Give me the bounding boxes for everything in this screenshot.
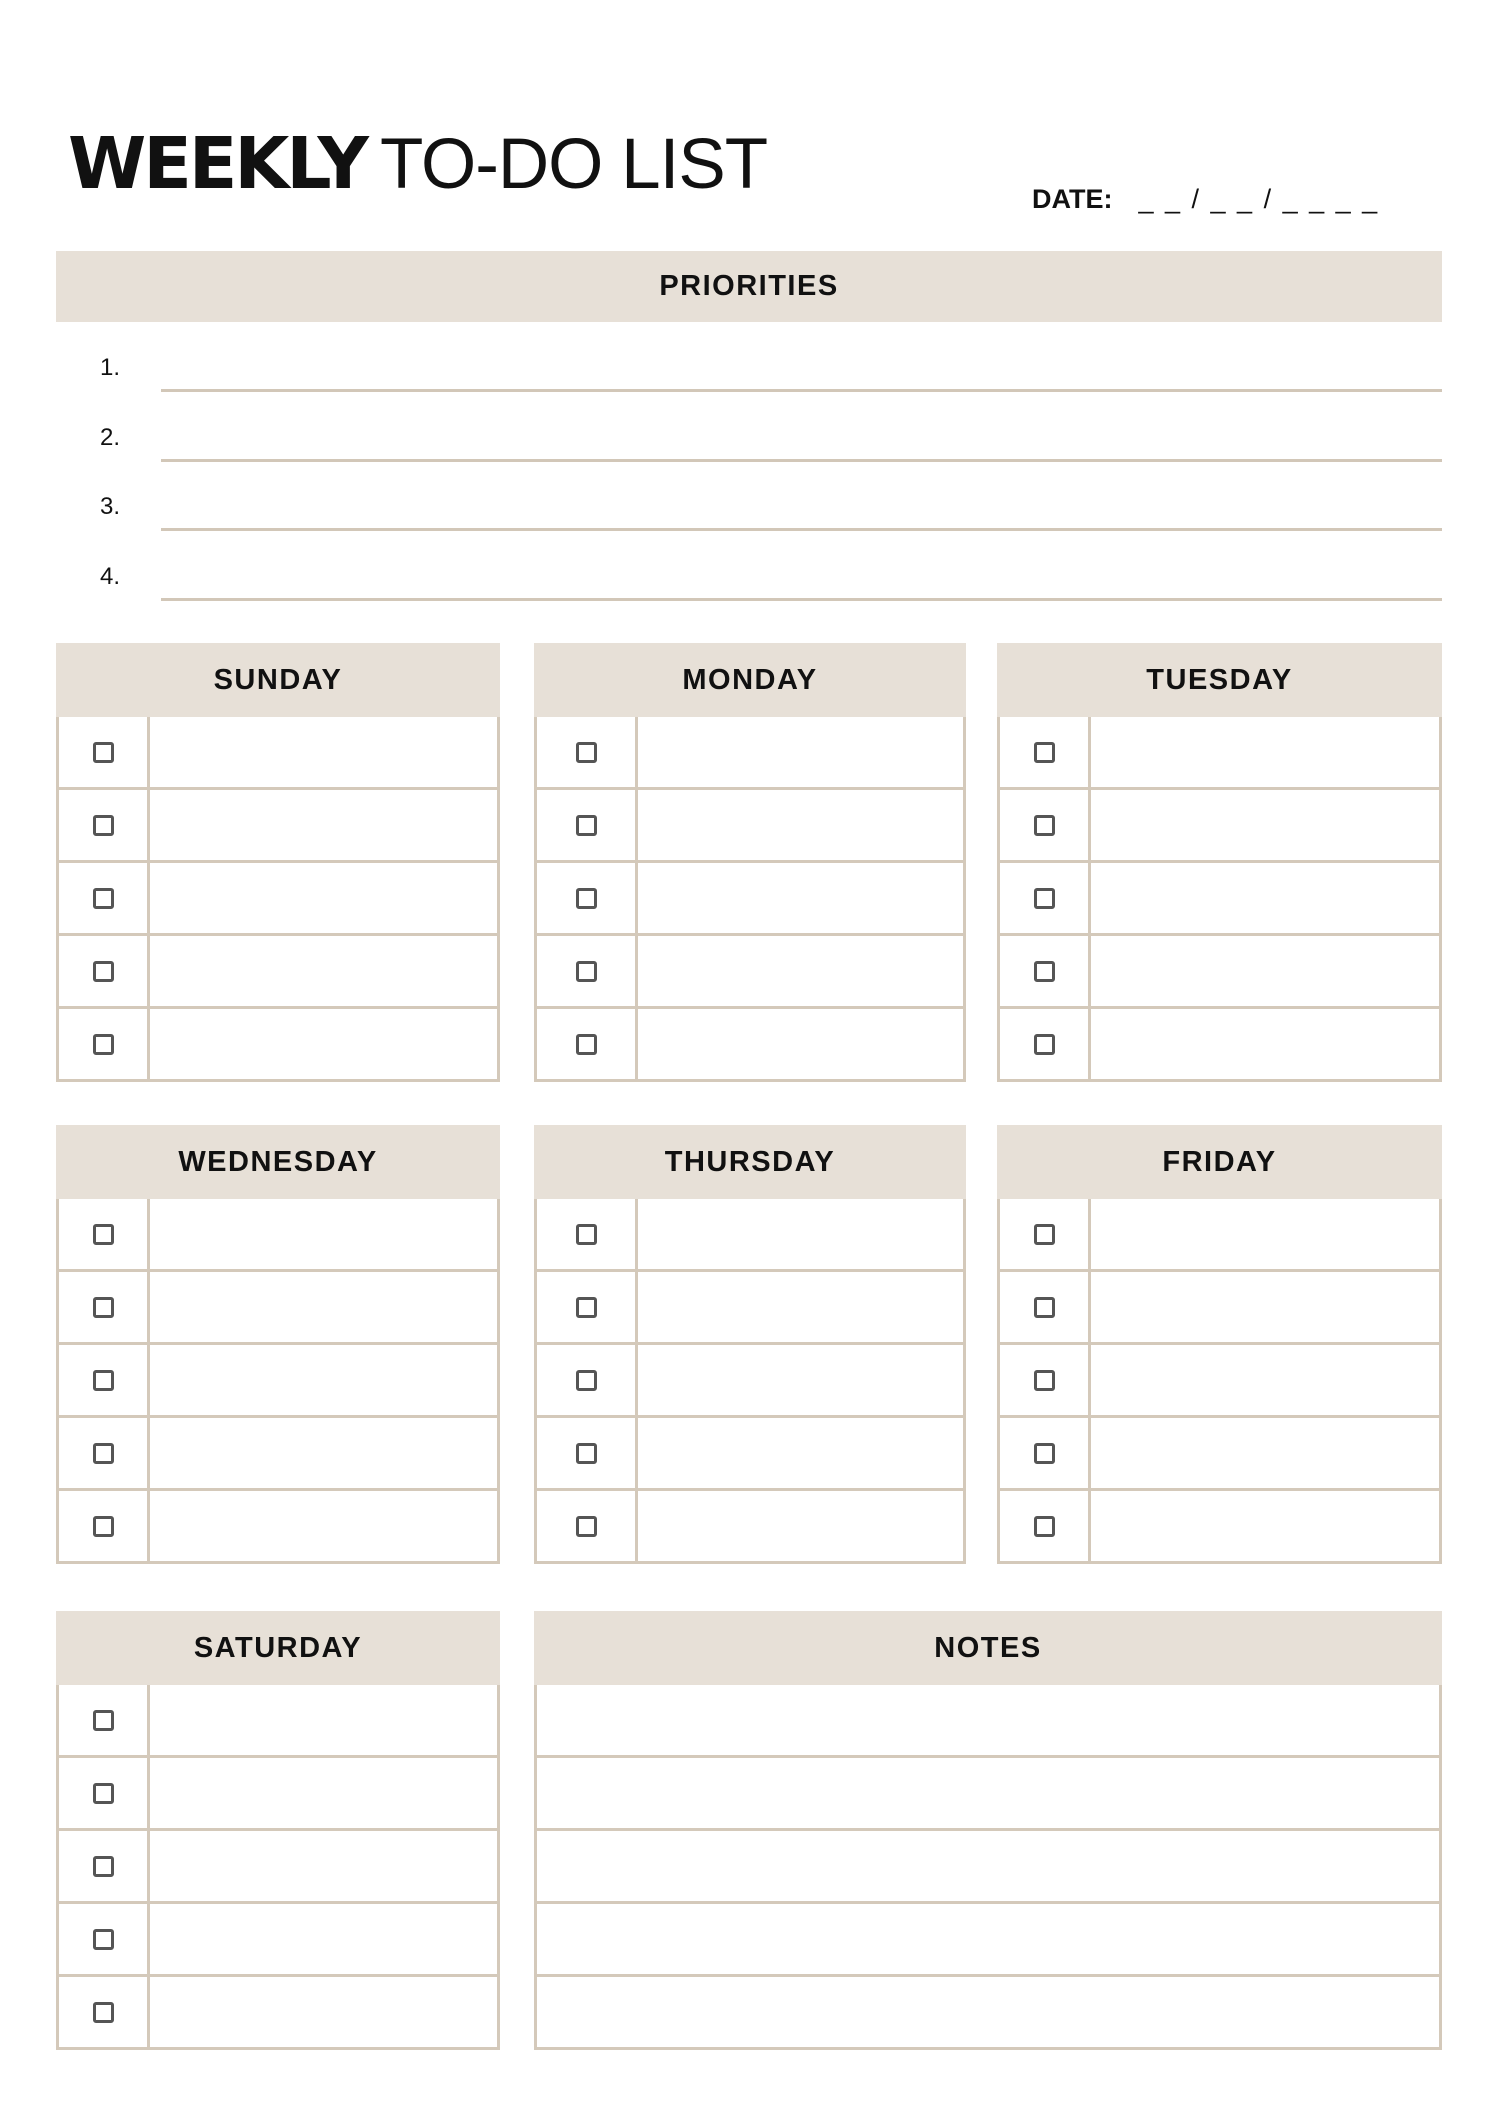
priority-line[interactable] <box>161 528 1442 531</box>
date-field[interactable] <box>1032 186 1379 213</box>
task-row <box>59 1488 497 1561</box>
task-input[interactable] <box>150 863 497 933</box>
checkbox-icon[interactable] <box>93 1370 114 1391</box>
task-row <box>59 1755 497 1828</box>
priority-item-3[interactable] <box>56 471 1442 531</box>
priority-item-1[interactable] <box>56 332 1442 392</box>
checkbox-icon[interactable] <box>93 1224 114 1245</box>
task-row <box>59 1342 497 1415</box>
task-input[interactable] <box>1091 863 1439 933</box>
checkbox-cell <box>537 1009 638 1079</box>
checkbox-cell <box>1000 1272 1091 1342</box>
day-header: SUNDAY <box>56 643 500 717</box>
title-bold: WEEKLY <box>68 122 366 205</box>
task-input[interactable] <box>1091 1009 1439 1079</box>
checkbox-cell <box>1000 863 1091 933</box>
note-line[interactable] <box>537 1974 1439 2047</box>
day-block-thursday <box>534 1125 966 1564</box>
checkbox-icon[interactable] <box>576 742 597 763</box>
task-input[interactable] <box>150 936 497 1006</box>
priority-number: 1. <box>100 354 121 381</box>
note-line[interactable] <box>537 1828 1439 1901</box>
checkbox-icon[interactable] <box>1034 1370 1055 1391</box>
checkbox-cell <box>537 1491 638 1561</box>
checkbox-icon[interactable] <box>93 961 114 982</box>
checkbox-cell <box>59 1904 150 1974</box>
task-input[interactable] <box>150 1685 497 1755</box>
task-input[interactable] <box>150 717 497 787</box>
note-line[interactable] <box>537 1755 1439 1828</box>
checkbox-cell <box>537 936 638 1006</box>
task-input[interactable] <box>150 1272 497 1342</box>
priority-number: 3. <box>100 493 121 520</box>
day-header: FRIDAY <box>997 1125 1442 1199</box>
checkbox-cell <box>537 1345 638 1415</box>
task-input[interactable] <box>1091 1199 1439 1269</box>
task-row <box>59 1269 497 1342</box>
task-input[interactable] <box>1091 790 1439 860</box>
checkbox-icon[interactable] <box>576 1370 597 1391</box>
day-block-monday <box>534 643 966 1082</box>
checkbox-icon[interactable] <box>93 1516 114 1537</box>
checkbox-cell <box>59 1345 150 1415</box>
day-task-list <box>997 1199 1442 1564</box>
priority-number: 2. <box>100 424 121 451</box>
checkbox-icon[interactable] <box>576 1034 597 1055</box>
task-row <box>537 1199 963 1269</box>
day-header: SATURDAY <box>56 1611 500 1685</box>
task-row <box>1000 1199 1439 1269</box>
checkbox-cell <box>59 1685 150 1755</box>
date-blank[interactable]: _ _ / _ _ / _ _ _ _ <box>1138 184 1380 214</box>
task-row <box>537 933 963 1006</box>
checkbox-icon[interactable] <box>576 1443 597 1464</box>
checkbox-icon[interactable] <box>576 815 597 836</box>
checkbox-cell <box>59 1758 150 1828</box>
task-input[interactable] <box>1091 1345 1439 1415</box>
task-input[interactable] <box>1091 1418 1439 1488</box>
task-input[interactable] <box>150 1345 497 1415</box>
task-input[interactable] <box>150 1831 497 1901</box>
checkbox-cell <box>59 1418 150 1488</box>
task-row <box>537 787 963 860</box>
checkbox-cell <box>537 863 638 933</box>
checkbox-icon[interactable] <box>93 1034 114 1055</box>
task-row <box>59 1974 497 2047</box>
task-row <box>59 717 497 787</box>
task-row <box>1000 1342 1439 1415</box>
checkbox-icon[interactable] <box>93 1443 114 1464</box>
checkbox-icon[interactable] <box>93 2002 114 2023</box>
task-row <box>59 1901 497 1974</box>
day-header: WEDNESDAY <box>56 1125 500 1199</box>
task-row <box>537 717 963 787</box>
checkbox-icon[interactable] <box>93 888 114 909</box>
task-row <box>1000 860 1439 933</box>
checkbox-icon[interactable] <box>93 815 114 836</box>
checkbox-cell <box>1000 1345 1091 1415</box>
checkbox-cell <box>59 1009 150 1079</box>
checkbox-cell <box>537 1272 638 1342</box>
checkbox-cell <box>59 1199 150 1269</box>
day-header: MONDAY <box>534 643 966 717</box>
checkbox-icon[interactable] <box>1034 1297 1055 1318</box>
checkbox-icon[interactable] <box>576 1297 597 1318</box>
task-input[interactable] <box>638 1418 963 1488</box>
checkbox-icon[interactable] <box>93 1710 114 1731</box>
checkbox-icon[interactable] <box>93 742 114 763</box>
priority-number: 4. <box>100 563 121 590</box>
task-row <box>537 860 963 933</box>
checkbox-cell <box>59 1977 150 2047</box>
checkbox-cell <box>59 1272 150 1342</box>
task-input[interactable] <box>638 1009 963 1079</box>
task-row <box>59 1685 497 1755</box>
task-row <box>537 1488 963 1561</box>
day-task-list <box>997 717 1442 1082</box>
day-task-list <box>56 1199 500 1564</box>
task-input[interactable] <box>638 790 963 860</box>
day-block-sunday <box>56 643 500 1082</box>
task-input[interactable] <box>638 936 963 1006</box>
task-input[interactable] <box>638 1199 963 1269</box>
task-input[interactable] <box>150 1199 497 1269</box>
page-title <box>68 122 768 205</box>
task-row <box>59 1828 497 1901</box>
note-line[interactable] <box>537 1901 1439 1974</box>
checkbox-cell <box>1000 717 1091 787</box>
task-input[interactable] <box>150 1904 497 1974</box>
task-row <box>1000 787 1439 860</box>
task-row <box>59 1006 497 1079</box>
checkbox-cell <box>1000 936 1091 1006</box>
date-label: DATE: <box>1032 184 1113 214</box>
checkbox-cell <box>59 1831 150 1901</box>
day-block-friday <box>997 1125 1442 1564</box>
checkbox-icon[interactable] <box>93 1856 114 1877</box>
task-row <box>1000 1006 1439 1079</box>
task-input[interactable] <box>638 1491 963 1561</box>
checkbox-cell <box>1000 1009 1091 1079</box>
priority-item-4[interactable] <box>56 541 1442 601</box>
task-input[interactable] <box>1091 1272 1439 1342</box>
day-task-list <box>534 717 966 1082</box>
checkbox-cell <box>537 1418 638 1488</box>
day-block-tuesday <box>997 643 1442 1082</box>
task-input[interactable] <box>150 1977 497 2047</box>
checkbox-icon[interactable] <box>576 1516 597 1537</box>
title-light: TO-DO LIST <box>379 125 768 204</box>
checkbox-cell <box>537 1199 638 1269</box>
day-task-list <box>534 1199 966 1564</box>
priorities-header: PRIORITIES <box>56 251 1442 322</box>
task-input[interactable] <box>638 863 963 933</box>
task-input[interactable] <box>638 717 963 787</box>
task-row <box>59 787 497 860</box>
checkbox-icon[interactable] <box>576 1224 597 1245</box>
task-input[interactable] <box>150 1418 497 1488</box>
task-input[interactable] <box>150 1491 497 1561</box>
task-row <box>1000 717 1439 787</box>
task-input[interactable] <box>638 1272 963 1342</box>
checkbox-icon[interactable] <box>1034 1034 1055 1055</box>
checkbox-icon[interactable] <box>1034 888 1055 909</box>
notes-body <box>534 1685 1442 2050</box>
task-input[interactable] <box>150 1758 497 1828</box>
priority-line[interactable] <box>161 389 1442 392</box>
task-row <box>1000 1488 1439 1561</box>
checkbox-icon[interactable] <box>93 1783 114 1804</box>
task-row <box>537 1342 963 1415</box>
checkbox-icon[interactable] <box>1034 961 1055 982</box>
checkbox-icon[interactable] <box>1034 1443 1055 1464</box>
checkbox-cell <box>537 717 638 787</box>
checkbox-cell <box>59 863 150 933</box>
checkbox-icon[interactable] <box>1034 1516 1055 1537</box>
checkbox-icon[interactable] <box>1034 1224 1055 1245</box>
task-input[interactable] <box>1091 936 1439 1006</box>
checkbox-cell <box>59 936 150 1006</box>
checkbox-cell <box>1000 1491 1091 1561</box>
task-row <box>537 1269 963 1342</box>
priority-line[interactable] <box>161 459 1442 462</box>
checkbox-icon[interactable] <box>93 1297 114 1318</box>
task-input[interactable] <box>1091 717 1439 787</box>
task-row <box>59 1199 497 1269</box>
task-row <box>59 1415 497 1488</box>
task-row <box>537 1415 963 1488</box>
note-line[interactable] <box>537 1685 1439 1755</box>
priority-item-2[interactable] <box>56 402 1442 462</box>
day-task-list <box>56 717 500 1082</box>
notes-section <box>534 1611 1442 2050</box>
checkbox-cell <box>1000 1418 1091 1488</box>
checkbox-icon[interactable] <box>576 888 597 909</box>
task-row <box>1000 933 1439 1006</box>
checkbox-cell <box>59 717 150 787</box>
task-row <box>59 933 497 1006</box>
notes-header: NOTES <box>534 1611 1442 1685</box>
task-row <box>537 1006 963 1079</box>
task-input[interactable] <box>150 790 497 860</box>
checkbox-icon[interactable] <box>93 1929 114 1950</box>
task-input[interactable] <box>638 1345 963 1415</box>
checkbox-cell <box>1000 790 1091 860</box>
task-row <box>1000 1415 1439 1488</box>
checkbox-cell <box>59 790 150 860</box>
checkbox-icon[interactable] <box>576 961 597 982</box>
task-input[interactable] <box>150 1009 497 1079</box>
task-row <box>59 860 497 933</box>
day-task-list <box>56 1685 500 2050</box>
day-block-wednesday <box>56 1125 500 1564</box>
task-row <box>1000 1269 1439 1342</box>
checkbox-cell <box>59 1491 150 1561</box>
checkbox-cell <box>537 790 638 860</box>
checkbox-icon[interactable] <box>1034 742 1055 763</box>
priority-line[interactable] <box>161 598 1442 601</box>
checkbox-cell <box>1000 1199 1091 1269</box>
day-header: THURSDAY <box>534 1125 966 1199</box>
day-block-saturday <box>56 1611 500 2050</box>
task-input[interactable] <box>1091 1491 1439 1561</box>
day-header: TUESDAY <box>997 643 1442 717</box>
checkbox-icon[interactable] <box>1034 815 1055 836</box>
